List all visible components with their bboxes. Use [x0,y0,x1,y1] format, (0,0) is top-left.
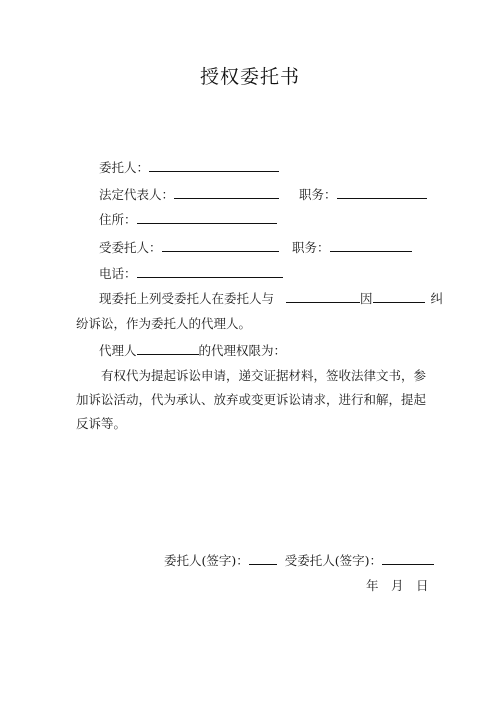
agent-blank[interactable] [162,238,279,252]
agent-sign-blank[interactable] [382,552,434,565]
agent-field [99,238,279,256]
address-blank[interactable] [137,210,277,224]
position-blank-1[interactable] [337,185,427,199]
agent-label: 受委托人： [99,240,162,255]
paragraph-2-part-b: 的代理权限为： [198,343,287,358]
paragraph-2-part-a: 代理人 [99,343,137,358]
opposing-party-blank[interactable] [286,290,360,303]
agent-name-blank[interactable] [137,342,199,355]
position-field-2 [292,238,412,256]
paragraph-1-part-c: 纠 [430,291,444,306]
paragraph-3: 有权代为提起诉讼申请，递交证据材料，签收法律文书，参加诉讼活动，代为承认、放弃或变更诉讼请求，进行和解，提起反诉等。 [76,368,427,431]
principal-sign-label: 委托人(签字)： [164,553,249,568]
principal-field [99,158,279,176]
paragraph-1-line-2: 纷诉讼，作为委托人的代理人。 [76,316,252,331]
position-label-2: 职务： [292,240,330,255]
address-field [99,210,277,228]
position-label-1: 职务： [299,187,337,202]
principal-label: 委托人： [99,160,150,175]
document-title: 授权委托书 [199,66,300,88]
address-label: 住所： [99,212,137,227]
signature-line [164,552,434,569]
agent-sign-label: 受委托人(签字)： [284,553,383,568]
paragraph-1-part-a: 现委托上列受委托人在委托人与 [99,291,275,306]
phone-blank[interactable] [137,264,283,278]
legal-rep-field [99,185,279,203]
date-line: 年 月 日 [366,578,429,593]
legal-rep-blank[interactable] [174,185,279,199]
paragraph-1-line-1 [99,290,443,307]
paragraph-2 [99,342,286,359]
position-blank-2[interactable] [330,238,412,252]
principal-sign-blank[interactable] [249,552,277,565]
phone-field [99,264,283,282]
dispute-reason-blank[interactable] [373,290,425,303]
phone-label: 电话： [99,266,137,281]
principal-blank[interactable] [149,158,279,172]
position-field-1 [299,185,427,203]
paragraph-1-part-b: 因 [360,291,373,306]
legal-rep-label: 法定代表人： [99,187,175,202]
